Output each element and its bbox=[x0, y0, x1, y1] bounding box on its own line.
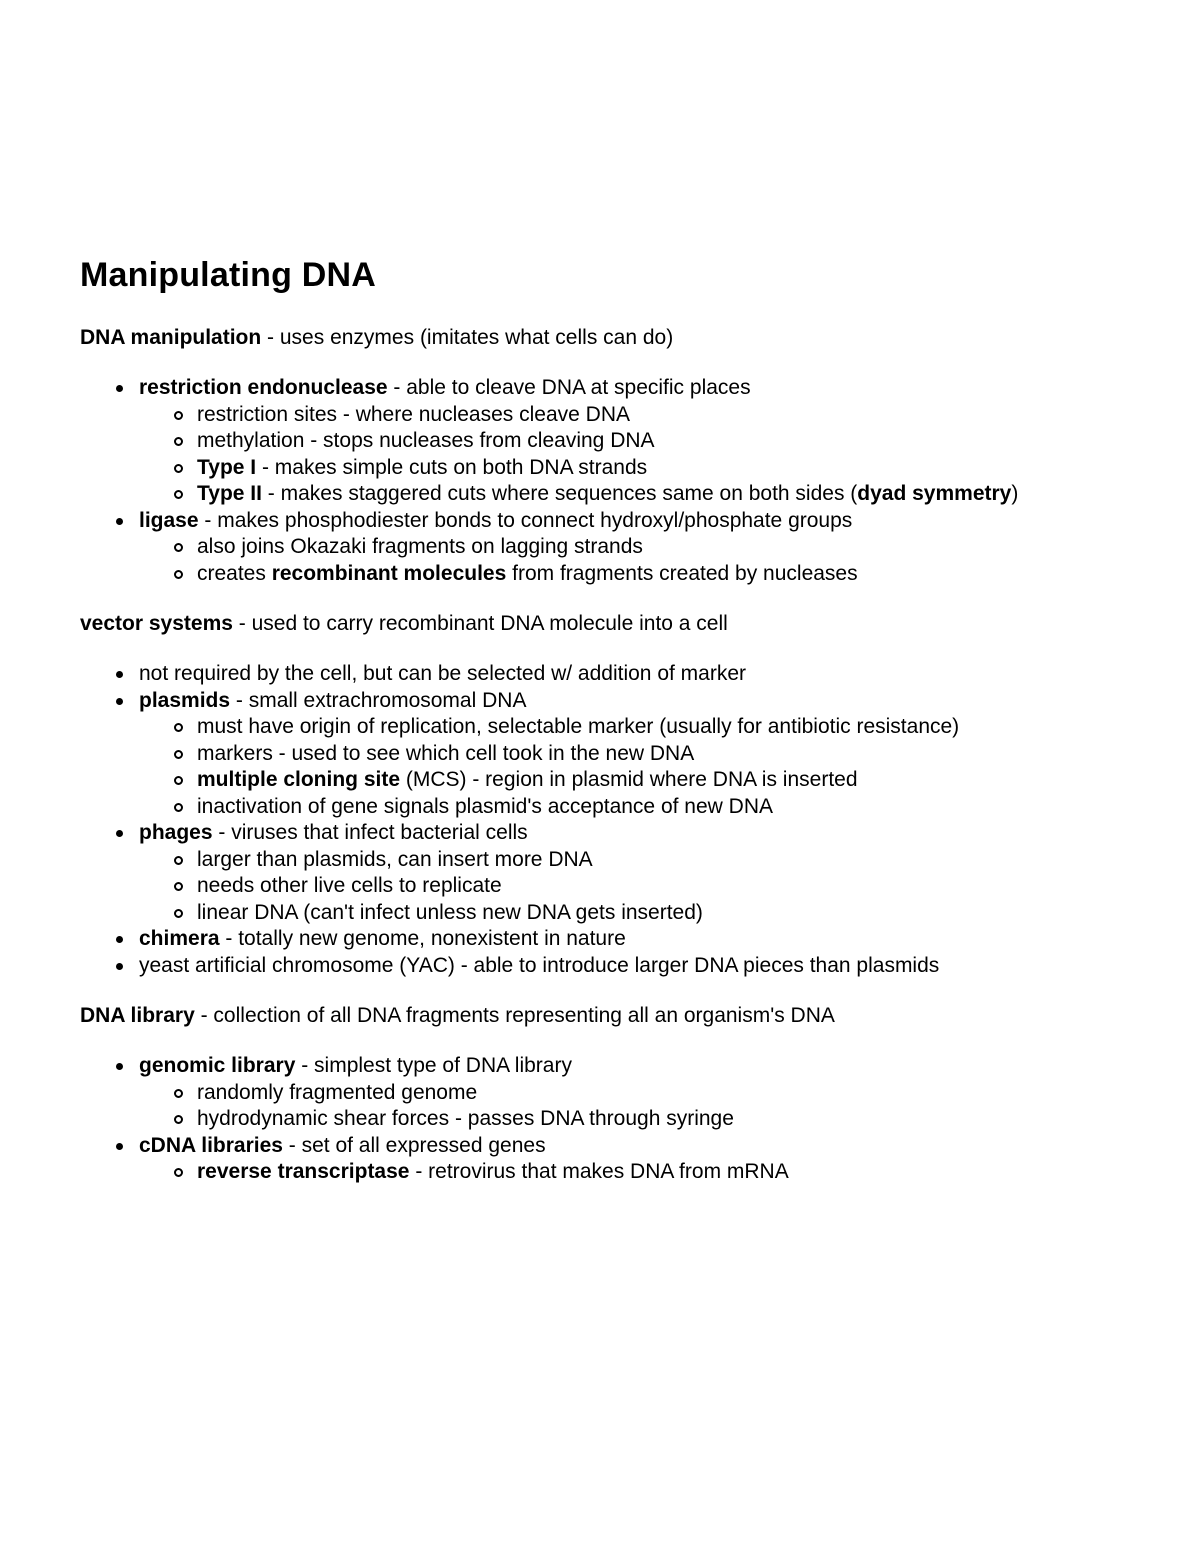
hollow-bullet-icon bbox=[174, 803, 183, 812]
bullet-icon bbox=[116, 936, 123, 943]
item-text: not required by the cell, but can be selected w/ addition of marker bbox=[139, 662, 747, 685]
hollow-bullet-icon bbox=[174, 723, 183, 732]
list-item bbox=[80, 1053, 1180, 1133]
sub-list-item bbox=[139, 741, 1180, 768]
sub-item-desc: from fragments created by nucleases bbox=[506, 561, 858, 585]
section-heading-vector-systems bbox=[80, 611, 1180, 637]
sub-list bbox=[139, 534, 1180, 587]
sub-item-text: linear DNA (can't infect unless new DNA gets inserted) bbox=[197, 900, 703, 924]
sub-item-term: Type II bbox=[197, 482, 262, 505]
bullet-icon bbox=[116, 698, 123, 705]
item-desc: - totally new genome, nonexistent in nature bbox=[219, 927, 626, 950]
hollow-bullet-icon bbox=[174, 411, 183, 420]
bullet-icon bbox=[116, 830, 123, 837]
list-item bbox=[80, 508, 1180, 588]
sub-item-text: creates bbox=[197, 561, 272, 585]
sub-item-term: dyad symmetry bbox=[857, 482, 1012, 505]
sub-list bbox=[139, 1159, 1180, 1186]
sub-item-text: restriction sites - where nucleases cleave DNA bbox=[197, 402, 631, 426]
item-term: restriction endonuclease bbox=[139, 376, 388, 399]
sub-item-text: randomly fragmented genome bbox=[197, 1080, 478, 1104]
sub-list-item bbox=[139, 873, 1180, 900]
sub-item-text: needs other live cells to replicate bbox=[197, 874, 502, 897]
item-text: yeast artificial chromosome (YAC) - able to introduce larger DNA pieces than plasmids bbox=[139, 953, 940, 977]
section-desc: - uses enzymes (imitates what cells can do) bbox=[261, 326, 674, 349]
page-title: Manipulating DNA bbox=[80, 256, 376, 294]
bullet-list bbox=[80, 375, 1180, 587]
sub-item-desc: ) bbox=[1011, 482, 1019, 505]
hollow-bullet-icon bbox=[174, 909, 183, 918]
hollow-bullet-icon bbox=[174, 1115, 183, 1124]
sub-list-item bbox=[139, 1106, 1180, 1133]
sub-list-item bbox=[139, 847, 1180, 874]
item-term: ligase bbox=[139, 508, 199, 532]
section-term: DNA library bbox=[80, 1004, 195, 1027]
sub-item-text: must have origin of replication, selectable marker (usually for antibiotic resistance) bbox=[197, 715, 960, 738]
sub-list-item bbox=[139, 794, 1180, 821]
list-item bbox=[80, 375, 1180, 508]
sub-list bbox=[139, 1080, 1180, 1133]
sub-list-item bbox=[139, 534, 1180, 561]
hollow-bullet-icon bbox=[174, 1089, 183, 1098]
sub-item-desc: - makes simple cuts on both DNA strands bbox=[256, 455, 648, 479]
hollow-bullet-icon bbox=[174, 882, 183, 891]
sub-item-term: recombinant molecules bbox=[271, 561, 507, 585]
sub-item-term: Type I bbox=[197, 455, 257, 479]
sub-list-item bbox=[139, 402, 1180, 429]
item-term: cDNA libraries bbox=[139, 1133, 283, 1157]
sub-list bbox=[139, 714, 1180, 820]
sub-list bbox=[139, 847, 1180, 927]
bullet-list bbox=[80, 1053, 1180, 1186]
sub-item-text: hydrodynamic shear forces - passes DNA through syringe bbox=[197, 1107, 734, 1130]
bullet-icon bbox=[116, 671, 123, 678]
list-item bbox=[80, 953, 1180, 980]
item-term: chimera bbox=[139, 927, 220, 950]
sub-list-item bbox=[139, 1159, 1180, 1186]
section-term: vector systems bbox=[80, 612, 233, 635]
section-desc: - collection of all DNA fragments representing all an organism's DNA bbox=[194, 1004, 835, 1027]
item-desc: - able to cleave DNA at specific places bbox=[387, 376, 751, 399]
item-desc: - set of all expressed genes bbox=[282, 1133, 546, 1157]
section-heading-dna-manipulation bbox=[80, 325, 1180, 351]
item-desc: - small extrachromosomal DNA bbox=[230, 688, 527, 712]
bullet-icon bbox=[116, 1063, 123, 1070]
hollow-bullet-icon bbox=[174, 464, 183, 473]
hollow-bullet-icon bbox=[174, 490, 183, 499]
list-item bbox=[80, 661, 1180, 688]
sub-list-item bbox=[139, 1080, 1180, 1107]
item-term: plasmids bbox=[139, 688, 231, 712]
sub-list-item bbox=[139, 900, 1180, 927]
bullet-icon bbox=[116, 963, 123, 970]
hollow-bullet-icon bbox=[174, 570, 183, 579]
section-heading-dna-library bbox=[80, 1003, 1180, 1029]
hollow-bullet-icon bbox=[174, 856, 183, 865]
list-item bbox=[80, 926, 1180, 953]
sub-list-item bbox=[139, 428, 1180, 455]
item-desc: - makes phosphodiester bonds to connect hydroxyl/phosphate groups bbox=[198, 508, 853, 532]
hollow-bullet-icon bbox=[174, 750, 183, 759]
hollow-bullet-icon bbox=[174, 1168, 183, 1177]
bullet-icon bbox=[116, 385, 123, 392]
sub-list bbox=[139, 402, 1180, 508]
list-item bbox=[80, 820, 1180, 926]
document-page bbox=[80, 254, 1180, 1186]
sub-item-term: reverse transcriptase bbox=[197, 1160, 410, 1183]
sub-list-item bbox=[139, 767, 1180, 794]
bullet-icon bbox=[116, 1143, 123, 1150]
section-term: DNA manipulation bbox=[80, 326, 262, 349]
item-desc: - viruses that infect bacterial cells bbox=[212, 821, 528, 844]
sub-item-text: methylation - stops nucleases from cleaving DNA bbox=[197, 429, 655, 452]
sub-item-text: inactivation of gene signals plasmid's acceptance of new DNA bbox=[197, 794, 773, 818]
sub-list-item bbox=[139, 481, 1180, 508]
sub-item-text: larger than plasmids, can insert more DNA bbox=[197, 847, 593, 871]
bullet-list bbox=[80, 661, 1180, 979]
sub-item-desc: (MCS) - region in plasmid where DNA is inserted bbox=[400, 768, 858, 791]
sub-item-text: markers - used to see which cell took in the new DNA bbox=[197, 741, 695, 765]
sub-item-desc: - makes staggered cuts where sequences same on both sides ( bbox=[261, 482, 858, 505]
list-item bbox=[80, 688, 1180, 821]
sub-item-term: multiple cloning site bbox=[197, 768, 401, 791]
hollow-bullet-icon bbox=[174, 543, 183, 552]
section-desc: - used to carry recombinant DNA molecule into a cell bbox=[232, 612, 728, 635]
item-desc: - simplest type of DNA library bbox=[295, 1054, 572, 1077]
item-term: genomic library bbox=[139, 1054, 296, 1077]
sub-item-desc: - retrovirus that makes DNA from mRNA bbox=[409, 1160, 789, 1183]
sub-list-item bbox=[139, 561, 1180, 588]
sub-item-text: also joins Okazaki fragments on lagging strands bbox=[197, 535, 643, 558]
list-item bbox=[80, 1133, 1180, 1186]
hollow-bullet-icon bbox=[174, 437, 183, 446]
bullet-icon bbox=[116, 518, 123, 525]
hollow-bullet-icon bbox=[174, 776, 183, 785]
sub-list-item bbox=[139, 455, 1180, 482]
item-term: phages bbox=[139, 821, 213, 844]
sub-list-item bbox=[139, 714, 1180, 741]
